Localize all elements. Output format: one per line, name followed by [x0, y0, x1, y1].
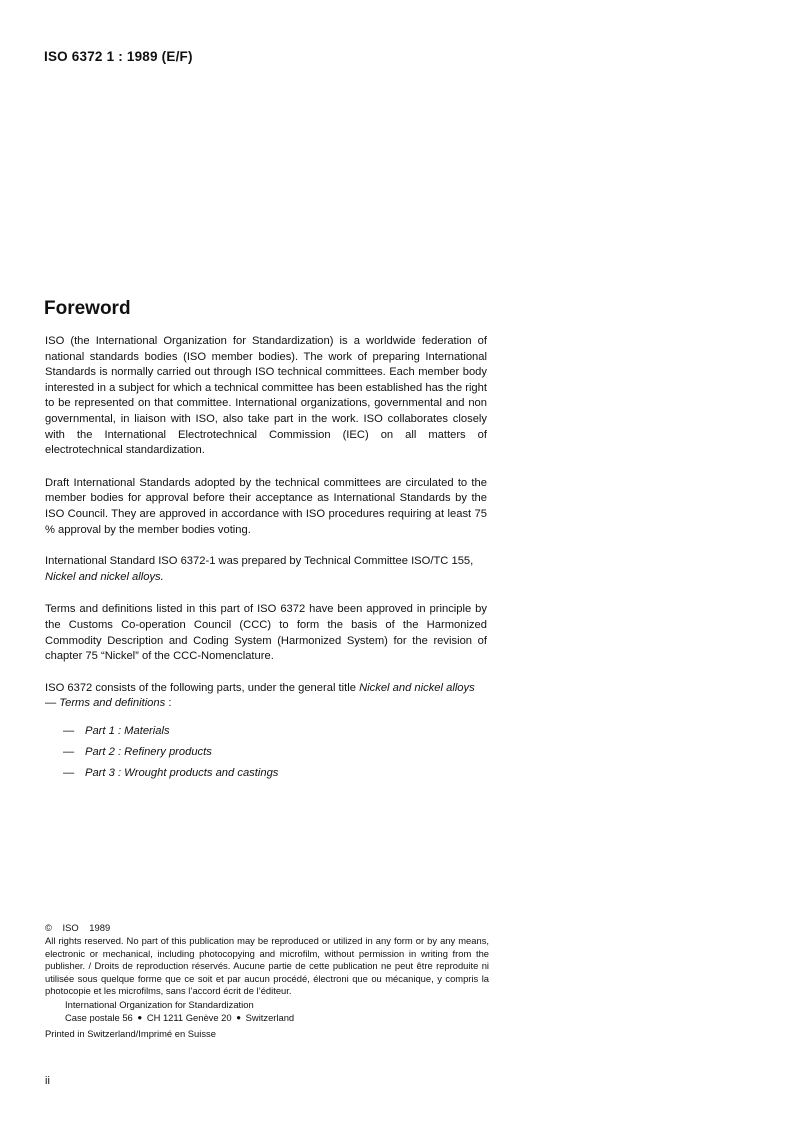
- list-dash: —: [63, 766, 75, 779]
- part-label: Part 2 : Refinery products: [85, 745, 212, 758]
- printed-in: Printed in Switzerland/Imprimé en Suisse: [45, 1028, 216, 1040]
- bullet-icon: ●: [137, 1012, 143, 1022]
- copyright-line: [45, 922, 489, 934]
- parts-intro-text: ISO 6372 consists of the following parts, under the general title: [45, 681, 356, 694]
- paragraph-prepared-by: [45, 554, 487, 585]
- list-item: [45, 742, 487, 763]
- parts-intro-end: :: [165, 697, 172, 710]
- bullet-icon: ●: [236, 1012, 242, 1022]
- address-country: Switzerland: [245, 1011, 295, 1023]
- address-line: [65, 1012, 489, 1024]
- prepared-by-text: International Standard ISO 6372-1 was prepared by Technical Committee ISO/TC 155,: [45, 555, 474, 568]
- foreword-body: [45, 334, 487, 784]
- list-dash: —: [63, 724, 75, 737]
- copyright-notice: All rights reserved. No part of this publication may be reproduced or utilized in any form or by any means, electronic or mechanical, including photocopying and microfilm, without permission in writing from the publisher. / Droits de reproduction réservés. Aucune partie de cette publication ne peut être reproduite ni utilisée sous quelque forme que ce soit et par aucun procédé, électroni que ou mécanique, y compris la photocopie et les microfilms, sans l’accord écrit de l’éditeur.: [45, 935, 489, 997]
- paragraph-iso-intro: ISO (the International Organization for Standardization) is a worldwide federation of national standards bodies (ISO member bodies). The work of preparing International Standards is normally carried out through ISO technical committees. Each member body interested in a subject for which a technical committee has been established has the right to be represented on that committee. International organizations, governmental and non governmental, in liaison with ISO, also take part in the work. ISO collaborates closely with the International Electrotechnical Commission (IEC) on all matters of electrotechnical standardization.: [45, 335, 487, 457]
- part-label: Part 1 : Materials: [85, 724, 170, 737]
- paragraph-parts-intro: [45, 681, 487, 712]
- parts-list: [45, 721, 487, 784]
- copyright-year: 1989: [89, 922, 111, 933]
- address-city: CH 1211 Genève 20: [146, 1011, 232, 1023]
- publisher-address: [45, 999, 489, 1024]
- list-dash: —: [63, 745, 75, 758]
- list-item: [45, 721, 487, 742]
- foreword-heading: Foreword: [44, 298, 131, 319]
- copyright-icon: ©: [45, 922, 52, 933]
- page-number: ii: [45, 1075, 50, 1087]
- address-postbox: Case postale 56: [65, 1011, 133, 1023]
- paragraph-draft-standards: Draft International Standards adopted by the technical committees are circulated to the member bodies for approval before their acceptance as International Standards by the ISO Council. They are approved in accordance with ISO procedures requiring at least 75 % approval by the member bodies voting.: [45, 476, 487, 536]
- part-label: Part 3 : Wrought products and castings: [85, 766, 279, 779]
- committee-title: Nickel and nickel alloys.: [45, 570, 164, 583]
- general-title: Nickel and nickel alloys — Terms and definitions: [45, 681, 475, 710]
- paragraph-terms-approval: Terms and definitions listed in this part of ISO 6372 have been approved in principle by the Customs Co-operation Council (CCC) to form the basis of the Harmonized Commodity Description and Coding System (Harmonized System) for the revision of chapter 75 “Nickel” of the CCC-Nomenclature.: [45, 603, 487, 663]
- address-org: International Organization for Standardization: [65, 999, 254, 1011]
- document-identifier: ISO 6372 1 : 1989 (E/F): [44, 49, 193, 64]
- copyright-block: [45, 922, 489, 1041]
- list-item: [45, 763, 487, 784]
- copyright-org: ISO: [62, 922, 79, 933]
